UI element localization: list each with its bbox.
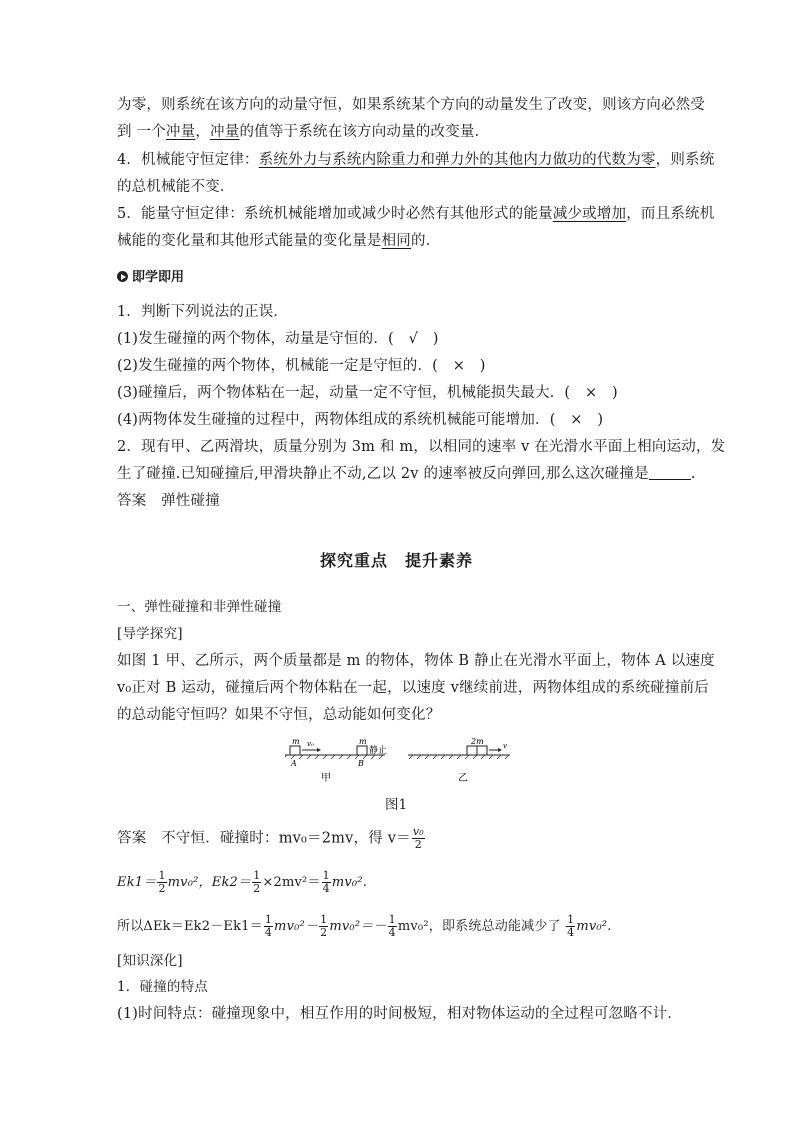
question-item: (3)碰撞后，两个物体粘在一起，动量一定不守恒，机械能损失最大．( × ) bbox=[117, 385, 618, 401]
collision-figure bbox=[285, 735, 510, 785]
fraction: $\frac{1}{2}$ bbox=[320, 913, 328, 939]
section-heading: 探究重点 提升素养 bbox=[319, 551, 473, 570]
answer: 答案 不守恒．碰撞时：mv₀＝2mv，得 v＝ $\frac{\text{v₀}}{2}$ bbox=[117, 825, 424, 851]
figure-yi bbox=[408, 737, 510, 784]
fraction: $\frac{1}{4}$ bbox=[264, 913, 273, 939]
text-line: 5．能量守恒定律：系统机械能增加或减少时必然有其他形式的能量减少或增加，而且系统机 bbox=[117, 206, 715, 222]
label-b: B bbox=[358, 759, 364, 768]
knowledge-label: [知识深化] bbox=[117, 953, 183, 969]
text-line: (1)时间特点：碰撞现象中，相互作用的时间极短，相对物体运动的全过程可忽略不计． bbox=[117, 1006, 683, 1022]
question-item: (4)两物体发生碰撞的过程中，两物体组成的系统机械能可能增加．( × ) bbox=[117, 412, 604, 428]
question: 1．判断下列说法的正误． bbox=[117, 304, 289, 320]
equation-line: Ek1＝ $\frac{1}{2}$ mv₀²，Ek2＝ $\frac{1}{2}$ ×2mv²＝ $\frac{1}{4}$ mv₀². bbox=[117, 869, 368, 895]
mass-label: m bbox=[292, 737, 300, 746]
fraction: $\frac{\text{v₀}}{2}$ bbox=[412, 825, 424, 851]
rest-label: 静止 bbox=[369, 746, 388, 756]
fraction: $\frac{1}{4}$ bbox=[567, 913, 575, 939]
question-item: (1)发生碰撞的两个物体，动量是守恒的．( √ ) bbox=[117, 331, 439, 347]
text-line: v₀正对 B 运动，碰撞后两个物体粘在一起，以速度 v继续前进，两物体组成的系统碰撞前后 bbox=[117, 680, 709, 696]
velocity-label: v₀ bbox=[307, 740, 314, 748]
mass-label: m bbox=[359, 737, 367, 746]
fraction: $\frac{1}{2}$ bbox=[253, 869, 261, 895]
fraction: $\frac{1}{2}$ bbox=[158, 869, 166, 895]
block-a bbox=[290, 746, 300, 755]
block-combined bbox=[467, 746, 477, 755]
text-line: 如图 1 甲、乙所示，两个质量都是 m 的物体，物体 B 静止在光滑水平面上，物体 A 以速度 bbox=[117, 653, 715, 669]
text-line: 的总机械能不变． bbox=[117, 179, 235, 195]
velocity-label: v bbox=[503, 742, 507, 750]
text-line: 1．碰撞的特点 bbox=[117, 979, 208, 995]
fraction: $\frac{1}{4}$ bbox=[322, 869, 330, 895]
subsection-title: 一、弹性碰撞和非弹性碰撞 bbox=[117, 599, 282, 615]
text-line: 到 一个冲量，冲量的值等于系统在该方向动量的改变量． bbox=[117, 124, 490, 140]
play-bullet-icon bbox=[117, 271, 128, 282]
guide-label: [导学探究] bbox=[117, 626, 183, 642]
text-line: 的总动能守恒吗？如果不守恒，总动能如何变化？ bbox=[117, 707, 441, 723]
figure-jia bbox=[285, 737, 387, 784]
question: 2．现有甲、乙两滑块，质量分别为 3m 和 m，以相同的速率 v 在光滑水平面上相向运动，发 bbox=[117, 439, 726, 455]
text-line: 械能的变化量和其他形式能量的变化量是相同的． bbox=[117, 233, 441, 249]
equation-line: 所以ΔEk＝Ek2－Ek1＝ $\frac{1}{4}$ mv₀²－ $\frac{1}{2}$ mv₀²＝－ $\frac{1}{4}$ mv₀²，即系统总动能减少了 $\frac{1}{4}$ mv₀². bbox=[117, 913, 612, 939]
answer: 答案 弹性碰撞 bbox=[117, 493, 220, 509]
mass-label: 2m bbox=[471, 737, 484, 746]
figure-caption: 图1 bbox=[385, 797, 408, 813]
text-line: 4．机械能守恒定律：系统外力与系统内除重力和弹力外的其他内力做功的代数为零，则系统 bbox=[117, 152, 715, 168]
text-line: 为零，则系统在该方向的动量守恒，如果系统某个方向的动量发生了改变，则该方向必然受 bbox=[117, 97, 705, 113]
question-item: (2)发生碰撞的两个物体，机械能一定是守恒的．( × ) bbox=[117, 358, 486, 374]
label-a: A bbox=[291, 759, 297, 768]
question: 生了碰撞.已知碰撞后,甲滑块静止不动,乙以 2v 的速率被反向弹回,那么这次碰撞是 . bbox=[117, 466, 696, 482]
figure-label: 甲 bbox=[321, 773, 331, 784]
answer-blank bbox=[649, 465, 691, 480]
figure-label: 乙 bbox=[458, 773, 468, 784]
practice-title: 即学即用 bbox=[117, 269, 184, 287]
block-b bbox=[357, 746, 367, 755]
block-combined bbox=[477, 746, 487, 755]
fraction: $\frac{1}{4}$ bbox=[388, 913, 396, 939]
